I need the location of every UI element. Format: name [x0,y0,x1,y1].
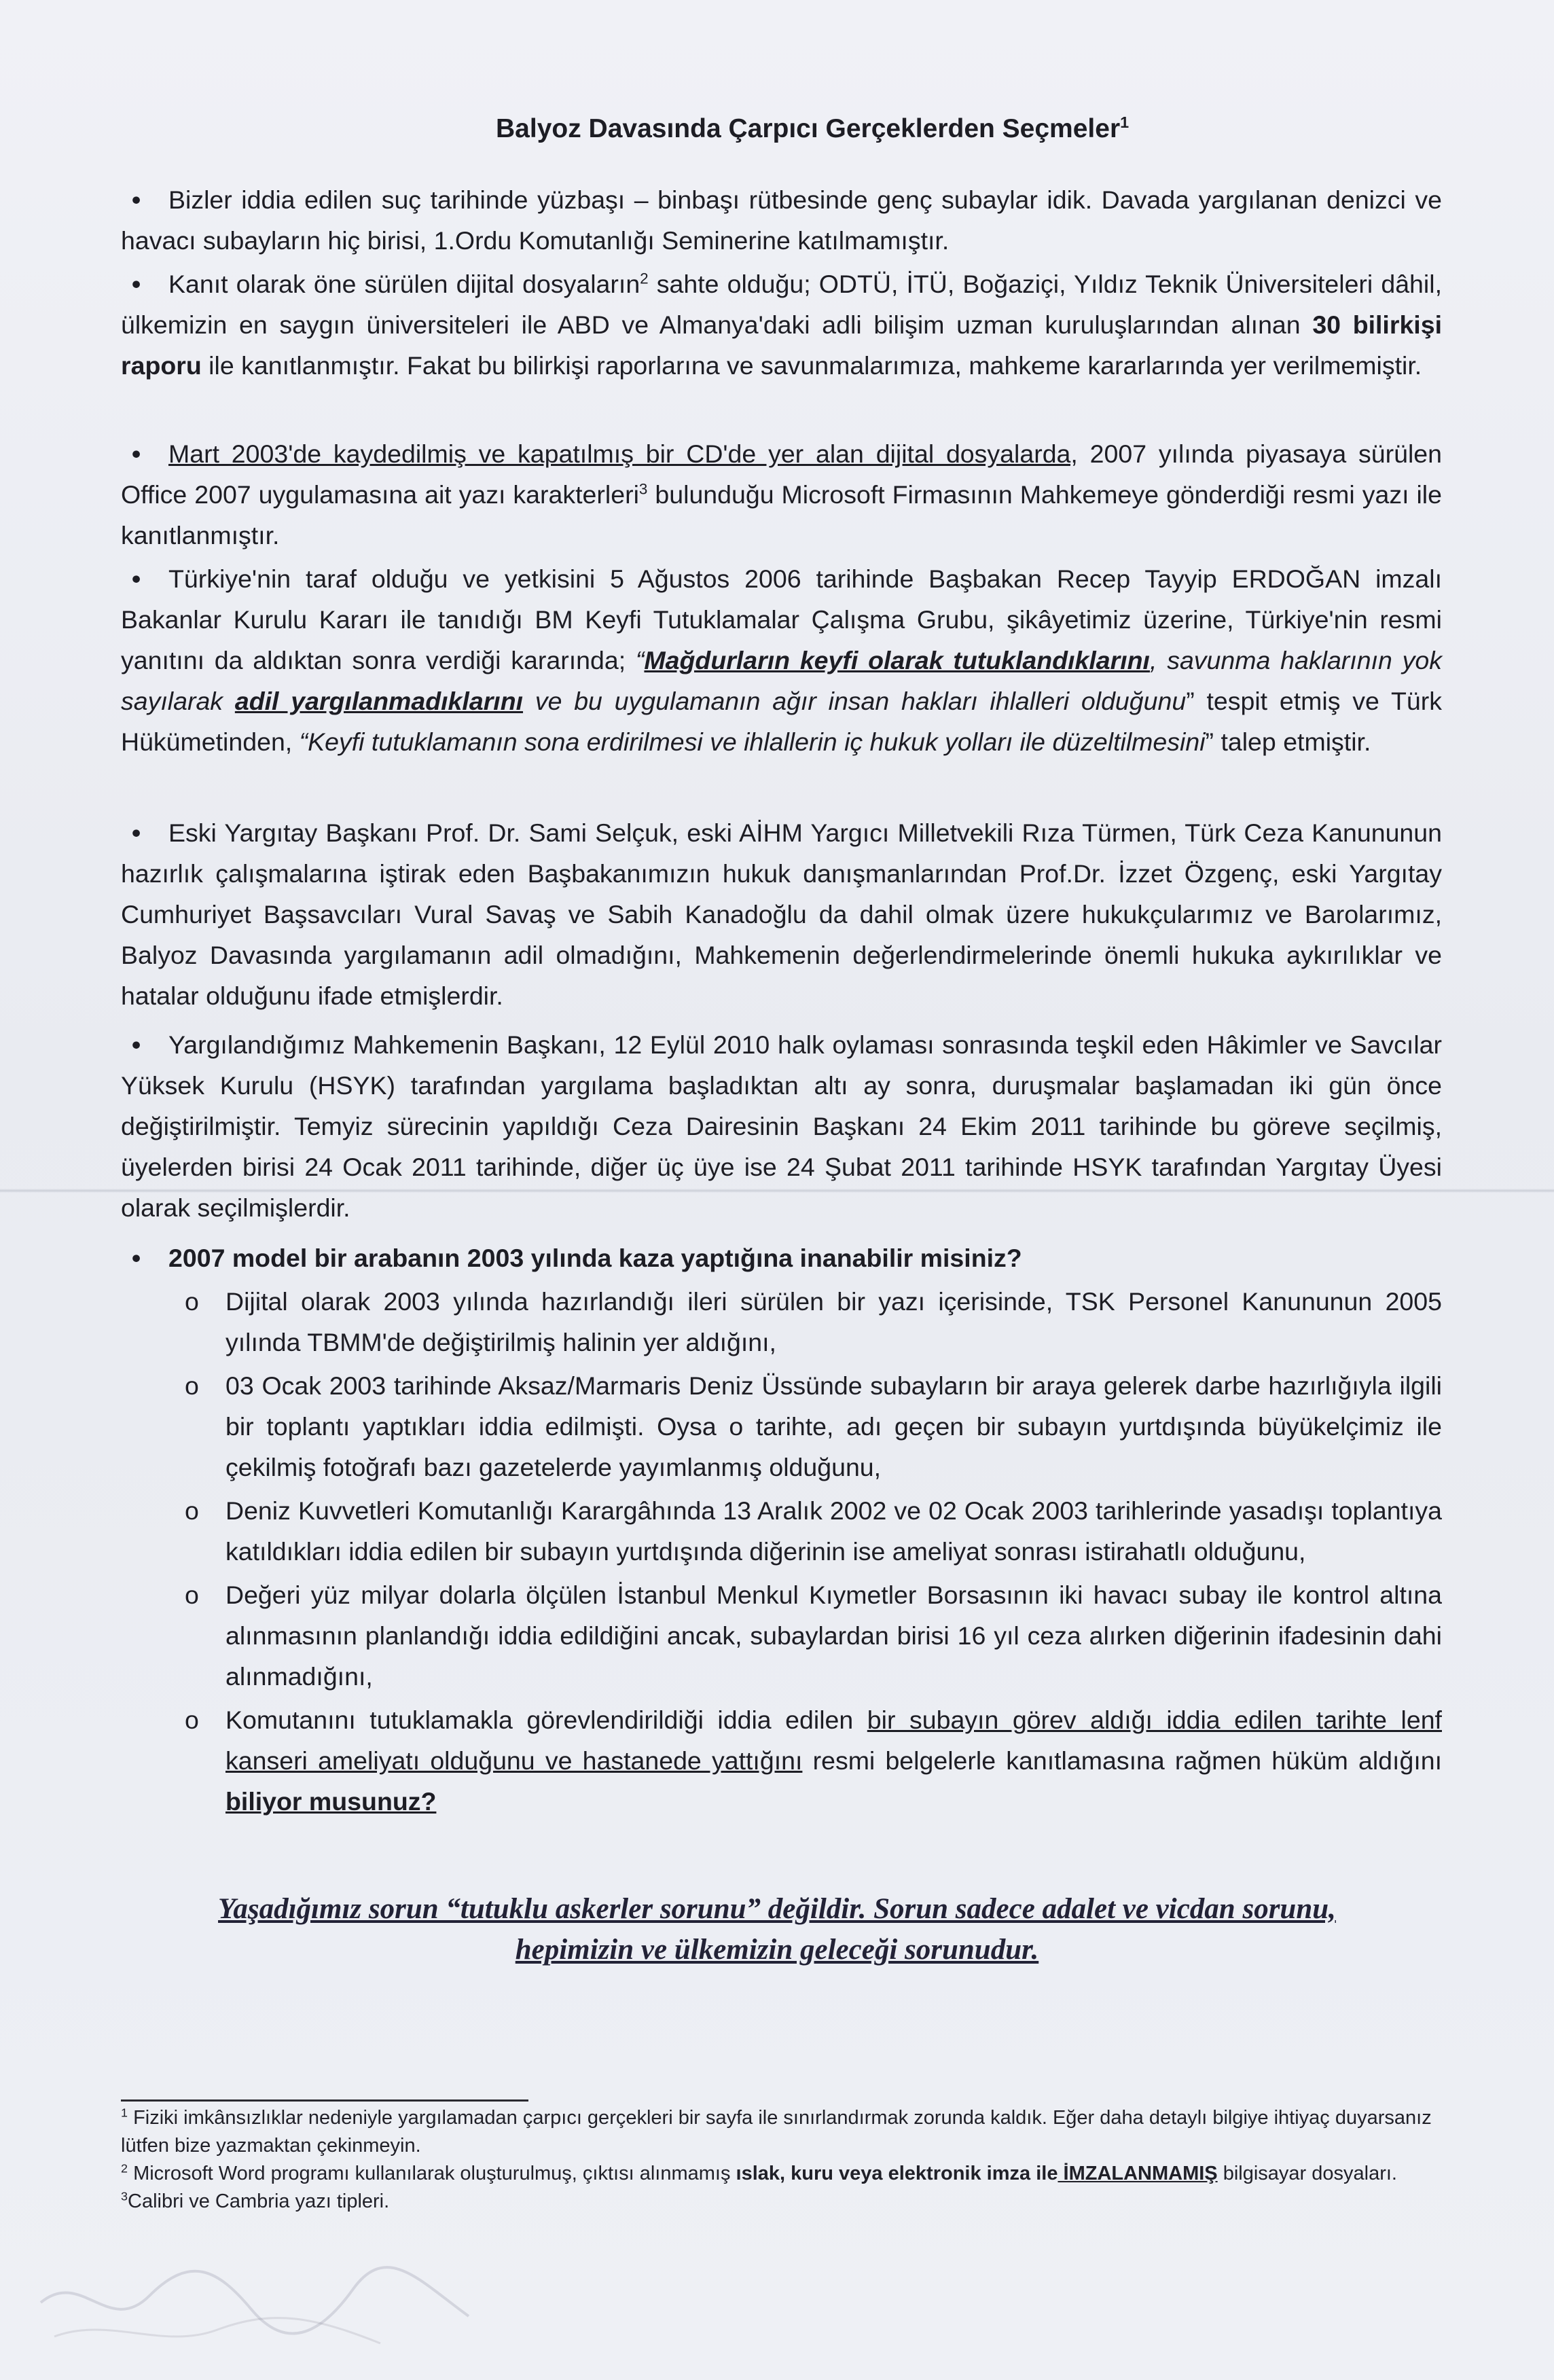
bullet-marker: • [132,270,141,298]
title-footnote-ref: 1 [1120,113,1130,131]
sub-bullet-2 [185,1365,1442,1488]
sub-bullet-marker: o [185,1581,199,1609]
bullet-4-italic-2: ve bu uygulamanın ağır insan hakları ihlalleri olduğunu [523,687,1187,715]
bullet-2-bold: 30 bilirkişi raporu [121,310,1442,380]
bullet-3-text-b: bulunduğu Microsoft Firmasının Mahkemeye gönderdiği resmi yazı ile kanıtlanmıştır. [121,480,1442,549]
bullet-2-text-c: ile kanıtlanmıştır. Fakat bu bilirkişi raporlarına ve savunmalarımıza, mahkeme kararlarında yer verilmemiştir. [201,351,1422,380]
bullet-4-italic-3: “Keyfi tutuklamanın sona erdirilmesi ve ihlallerin iç hukuk yolları ile düzeltilmesini [299,727,1206,756]
footnote-ref-2: 2 [640,270,649,287]
footnote-1-text: Fiziki imkânsızlıklar nedeniyle yargılamadan çarpıcı gerçekleri bir sayfa ile sınırlandırmak zorunda kaldık. Eğer daha detaylı bilgiye ihtiyaç duyarsanız lütfen bize yazmaktan çekinmeyin. [121,2107,1432,2157]
footnote-separator [121,2099,528,2102]
bullet-4-text-b: ” tespit etmiş ve Türk Hükümetinden, [121,687,1442,756]
closing-line-1: Yaşadığımız sorun “tutuklu askerler sorunu” değildir. Sorun sadece adalet ve vicdan sorunu, [218,1893,1336,1925]
footnote-1 [121,2104,1452,2160]
document-title [496,114,1129,144]
bullet-3 [121,433,1442,556]
sub-bullet-2-text: 03 Ocak 2003 tarihinde Aksaz/Marmaris Deniz Üssünde subayların bir araya gelerek darbe hazırlığıyla ilgili bir toplantı yaptıkları iddia edilmişti. Oysa o tarihte, adı geçen bir subayın yurtdışında büyükelçimiz ile çekilmiş fotoğrafı bazı gazetelerde yayımlanmış olduğunu, [225,1371,1442,1481]
bullet-4-italic-1: , savunma haklarının yok sayılarak [121,646,1442,715]
sub-bullet-4-text: Değeri yüz milyar dolarla ölçülen İstanbul Menkul Kıymetler Borsasının iki havacı subay ile kontrol altına alınmasının planlandığı iddia edildiğini ancak, subaylardan birisi 16 yıl ceza alırken diğerinin ifadesinin dahi alınmadığını, [225,1581,1442,1691]
footnote-ref-3: 3 [638,480,648,498]
footnotes [121,2104,1452,2216]
footnote-3 [121,2188,1452,2216]
bullet-marker: • [132,439,141,468]
bullet-marker: • [132,818,141,847]
bullet-2-text-b: sahte olduğu; ODTÜ, İTÜ, Boğaziçi, Yıldız Teknik Üniversiteleri dâhil, ülkemizin en saygın üniversiteleri ile ABD ve Almanya'daki adli bilişim uzman kuruluşlarından alınan [121,270,1442,339]
bullet-6 [121,1024,1442,1228]
bullet-7-text: 2007 model bir arabanın 2003 yılında kaza yaptığına inanabilir misiniz? [168,1244,1022,1272]
bullet-marker: • [132,564,141,593]
bullet-4 [121,558,1442,762]
bullet-marker: • [132,185,141,214]
sub-bullet-marker: o [185,1371,199,1400]
sub-bullet-5-text-b: resmi belgelerle kanıtlamasına rağmen hüküm aldığını [802,1746,1443,1775]
footnote-2-unsigned: İMZALANMAMIŞ [1058,2163,1218,2184]
bullet-4-emphasis-1: Mağdurların keyfi olarak tutuklandıklarını [644,646,1150,674]
bullet-1-text: Bizler iddia edilen suç tarihinde yüzbaşı – binbaşı rütbesinde genç subaylar idik. Davada yargılanan denizci ve havacı subayların hiç birisi, 1.Ordu Komutanlığı Seminerine katılmamıştır. [121,185,1442,255]
bullet-5 [121,812,1442,1016]
closing-line-2: hepimizin ve ülkemizin geleceği sorunudur. [515,1934,1039,1966]
sub-bullet-1 [185,1281,1442,1363]
bullet-3-text-a: 2007 yılında piyasaya sürülen Office 2007 uygulamasına ait yazı karakterleri [121,439,1442,509]
bullet-5-text: Eski Yargıtay Başkanı Prof. Dr. Sami Selçuk, eski AİHM Yargıcı Milletvekili Rıza Türmen, Türk Ceza Kanununun hazırlık çalışmalarına iştirak eden Başbakanımızın hukuk danışmanlarından Prof.Dr. İzzet Özgenç, eski Yargıtay Cumhuriyet Başsavcıları Vural Savaş ve Sabih Kanadoğlu da dahil olmak üzere hukukçularımız ve Barolarımız, Balyoz Davasında yargılamanın adil olmadığını, Mahkemenin değerlendirmelerinde önemli hukuka aykırılıklar ve hatalar olduğunu ifade etmişlerdir. [121,818,1442,1010]
footnote-3-number: 3 [121,2189,128,2203]
bullet-6-text: Yargılandığımız Mahkemenin Başkanı, 12 Eylül 2010 halk oylaması sonrasında teşkil eden Hâkimler ve Savcılar Yüksek Kurulu (HSYK) tarafından yargılama başladıktan altı ay sonra, duruşmalar başlamadan iki gün önce değiştirilmiştir. Temyiz sürecinin yapıldığı Ceza Dairesinin Başkanı 24 Ekim 2011 tarihinde bu göreve seçilmiş, üyelerden birisi 24 Ocak 2011 tarihinde, diğer üç üye ise 24 Şubat 2011 tarihinde HSYK tarafından Yargıtay Üyesi olarak seçilmişlerdir. [121,1030,1442,1222]
bullet-7 [121,1238,1442,1278]
sub-bullet-list [121,1281,1442,1822]
sub-bullet-5 [185,1699,1442,1822]
bullet-marker: • [132,1030,141,1059]
sub-bullet-5-underlined: bir subayın görev aldığı iddia edilen tarihte lenf kanseri ameliyatı olduğunu ve hastanede yattığını [225,1706,1442,1775]
footnote-2-number: 2 [121,2161,128,2176]
footnote-1-number: 1 [121,2106,128,2120]
bullet-2 [121,264,1442,386]
footnote-2-text-a: Microsoft Word programı kullanılarak oluşturulmuş, çıktısı alınmamış [133,2163,736,2184]
title-text: Balyoz Davasında Çarpıcı Gerçeklerden Seçmeler [496,114,1121,143]
sub-bullet-5-question: biliyor musunuz? [225,1787,437,1816]
footnote-2 [121,2160,1452,2188]
footnote-2-text-d: bilgisayar dosyaları. [1217,2163,1397,2184]
sub-bullet-marker: o [185,1496,199,1525]
sub-bullet-marker: o [185,1706,199,1734]
bullet-4-text-end: ” talep etmiştir. [1205,727,1371,756]
sub-bullet-4 [185,1574,1442,1697]
footnote-2-bold: ıslak, kuru veya elektronik imza ile [736,2163,1058,2184]
bullet-2-text-a: Kanıt olarak öne sürülen dijital dosyaların [168,270,640,298]
bullet-marker: • [132,1244,141,1272]
sub-bullet-5-text-a: Komutanını tutuklamakla görevlendirildiği iddia edilen [225,1706,867,1734]
sub-bullet-3 [185,1490,1442,1572]
sub-bullet-marker: o [185,1287,199,1316]
bullet-1 [121,179,1442,261]
sub-bullet-1-text: Dijital olarak 2003 yılında hazırlandığı ileri sürülen bir yazı içerisinde, TSK Personel Kanununun 2005 yılında TBMM'de değiştirilmiş halinin yer aldığını, [225,1287,1442,1356]
footnote-3-text: Calibri ve Cambria yazı tipleri. [128,2190,390,2212]
bullet-4-quote-open: “ [635,646,645,674]
bullet-4-text-a: Türkiye'nin taraf olduğu ve yetkisini 5 Ağustos 2006 tarihinde Başbakan Recep Tayyip ERDOĞAN imzalı Bakanlar Kurulu Kararı ile tanıdığı BM Keyfi Tutuklamalar Çalışma Grubu, şikâyetimiz üzerine, Türkiye'nin resmi yanıtını da aldıktan sonra verdiği kararında; [121,564,1442,674]
sub-bullet-3-text: Deniz Kuvvetleri Komutanlığı Karargâhında 13 Aralık 2002 ve 02 Ocak 2003 tarihlerinde yasadışı toplantıya katıldıkları iddia edilen bir subayın yurtdışında diğerinin ise ameliyat sonrası istirahatlı olduğunu, [225,1496,1442,1566]
show-through-scribble [27,2241,503,2364]
bullet-3-underlined: Mart 2003'de kaydedilmiş ve kapatılmış bir CD'de yer alan dijital dosyalarda, [168,439,1078,468]
bullet-4-emphasis-2: adil yargılanmadıklarını [234,687,524,715]
